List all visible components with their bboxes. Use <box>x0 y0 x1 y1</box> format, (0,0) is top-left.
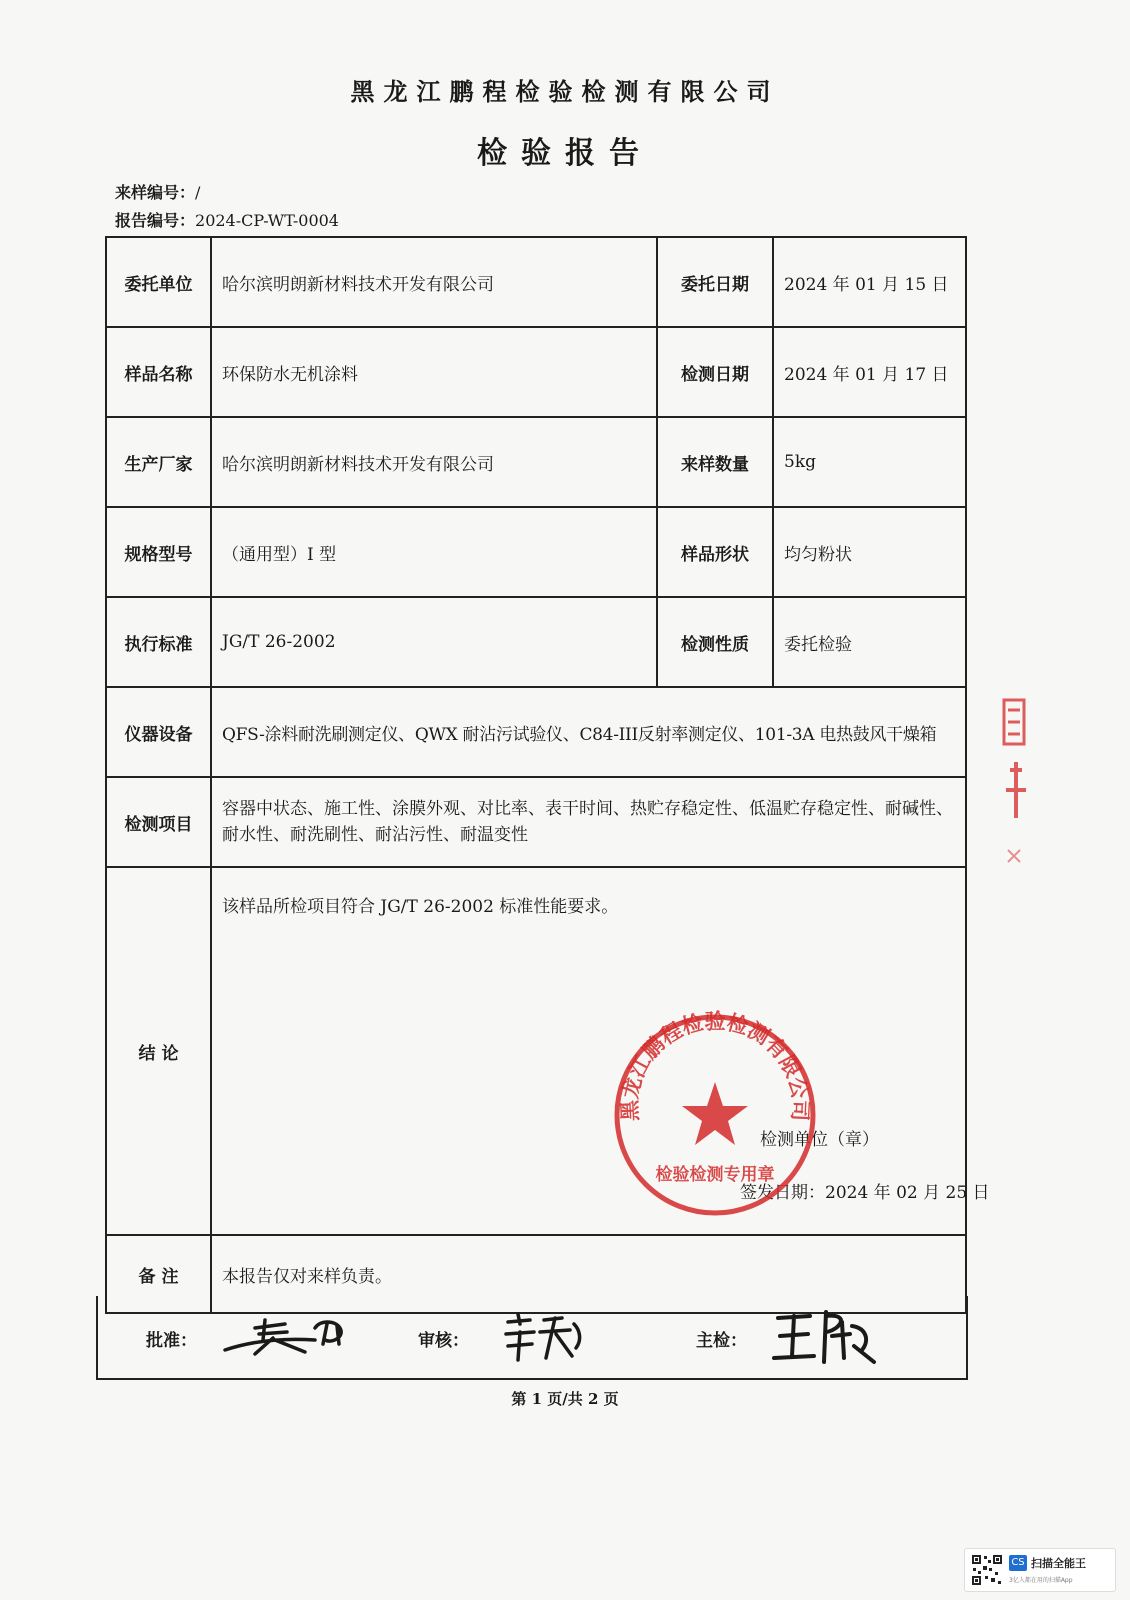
commission-date-label: 委托日期 <box>657 237 773 327</box>
test-date-label: 检测日期 <box>657 327 773 417</box>
table-row <box>106 327 966 417</box>
standard-label: 执行标准 <box>106 597 211 687</box>
seal-text: 黑龙江鹏程检验检测有限公司 <box>616 1010 814 1122</box>
commission-date-value: 2024 年 01 月 15 日 <box>773 237 966 327</box>
table-row <box>106 597 966 687</box>
watermark-sub: 3亿人都在用的扫描App <box>1009 1577 1073 1584</box>
conclusion-label: 结 论 <box>106 867 211 1235</box>
table-row <box>106 237 966 327</box>
signature-box <box>96 1296 968 1380</box>
quantity-label: 来样数量 <box>657 417 773 507</box>
remark-label: 备 注 <box>106 1235 211 1313</box>
standard-value: JG/T 26-2002 <box>211 597 657 687</box>
qr-code-icon <box>971 1554 1003 1586</box>
table-row <box>106 777 966 867</box>
sample-number-label: 来样编号： <box>115 183 196 202</box>
report-number-label: 报告编号： <box>115 211 196 230</box>
cs-logo-icon: CS <box>1009 1555 1027 1571</box>
manufacturer-label: 生产厂家 <box>106 417 211 507</box>
sample-name-value: 环保防水无机涂料 <box>211 327 657 417</box>
watermark-name: 扫描全能王 <box>1031 1557 1086 1570</box>
sample-name-label: 样品名称 <box>106 327 211 417</box>
remark-value: 本报告仅对来样负责。 <box>211 1235 966 1313</box>
sample-number-value: / <box>195 183 201 202</box>
form-value: 均匀粉状 <box>773 507 966 597</box>
nature-label: 检测性质 <box>657 597 773 687</box>
spec-value: （通用型）I 型 <box>211 507 657 597</box>
issue-date: 签发日期：2024 年 02 月 25 日 <box>740 1183 990 1203</box>
report-number-value: 2024-CP-WT-0004 <box>195 211 339 230</box>
inspector-label: 主检： <box>696 1331 747 1351</box>
manufacturer-value: 哈尔滨明朗新材料技术开发有限公司 <box>211 417 657 507</box>
equipment-value: QFS-涂料耐洗刷测定仪、QWX 耐沾污试验仪、C84-III反射率测定仪、101-3A 电热鼓风干燥箱 <box>211 687 966 777</box>
review-label: 审核： <box>418 1331 469 1351</box>
spec-label: 规格型号 <box>106 507 211 597</box>
client-value: 哈尔滨明朗新材料技术开发有限公司 <box>211 237 657 327</box>
form-label: 样品形状 <box>657 507 773 597</box>
approve-label: 批准： <box>146 1331 197 1351</box>
conclusion-value: 该样品所检项目符合 JG/T 26-2002 标准性能要求。 <box>222 897 619 917</box>
quantity-value: 5kg <box>773 417 966 507</box>
nature-value: 委托检验 <box>773 597 966 687</box>
equipment-label: 仪器设备 <box>106 687 211 777</box>
table-row <box>106 417 966 507</box>
page-number: 第 1 页/共 2 页 <box>511 1390 619 1408</box>
items-label: 检测项目 <box>106 777 211 867</box>
company-name: 黑龙江鹏程检验检测有限公司 <box>350 77 780 106</box>
test-date-value: 2024 年 01 月 17 日 <box>773 327 966 417</box>
client-label: 委托单位 <box>106 237 211 327</box>
report-table <box>105 236 967 1314</box>
seal-sub-text: 检验检测专用章 <box>655 1165 775 1185</box>
table-row <box>106 507 966 597</box>
stamp-unit-text: 检测单位（章） <box>760 1130 879 1150</box>
report-number <box>115 208 339 231</box>
edge-stamp-icon <box>1000 690 1030 890</box>
items-value: 容器中状态、施工性、涂膜外观、对比率、表干时间、热贮存稳定性、低温贮存稳定性、耐碱性、耐水性、耐洗刷性、耐沾污性、耐温变性 <box>211 777 966 867</box>
scanner-watermark <box>964 1548 1116 1592</box>
table-row <box>106 687 966 777</box>
sample-number <box>115 180 200 203</box>
report-title: 检验报告 <box>477 136 653 171</box>
